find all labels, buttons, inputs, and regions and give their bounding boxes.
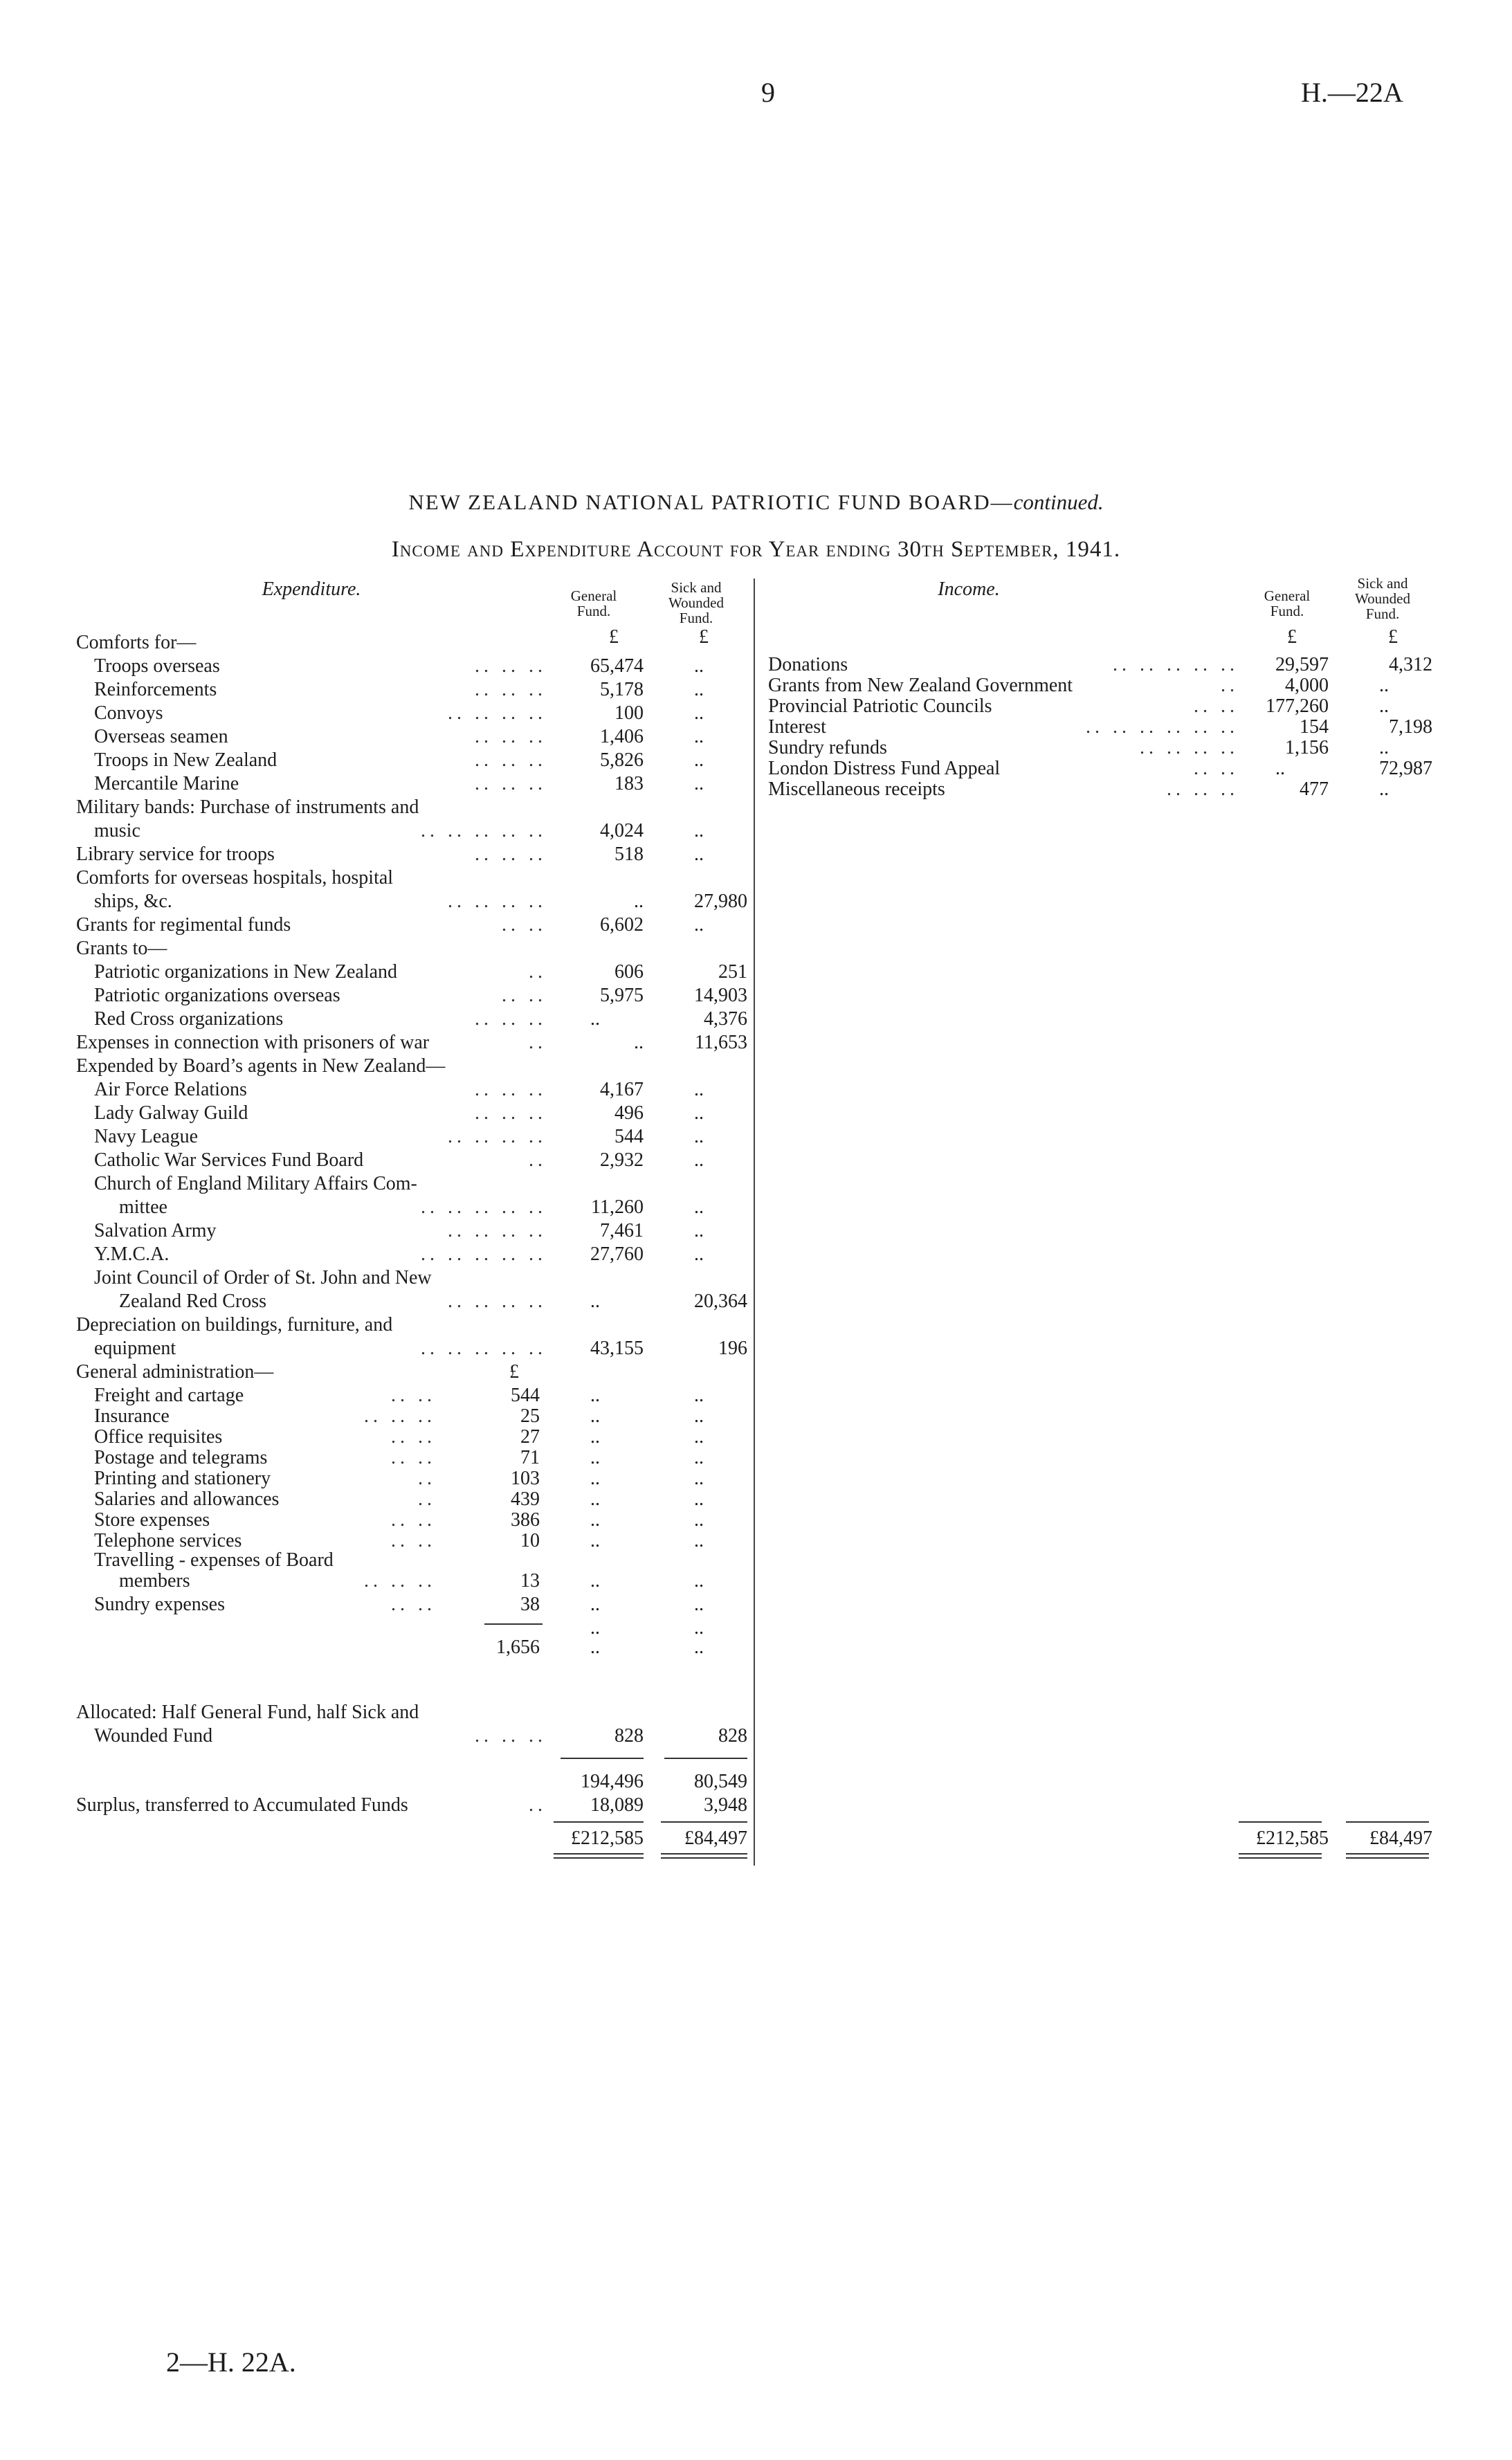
leader-dots: .. .. ..	[364, 1405, 436, 1427]
subtotal-general: 194,496	[581, 1771, 644, 1792]
admin-amount: 10	[520, 1530, 540, 1551]
income-row	[754, 778, 1446, 801]
income-sick: 7,198	[1389, 716, 1432, 738]
leader-dots: .. .. .. .. ..	[421, 1196, 547, 1218]
travelling-amount: 13	[520, 1570, 540, 1592]
income-sick: ..	[1379, 778, 1389, 800]
military-bands-sick: ..	[694, 820, 704, 841]
income-general: 1,156	[1285, 737, 1329, 758]
leader-dots: ..	[418, 1488, 436, 1510]
depreciation-line1: Depreciation on buildings, furniture, and	[76, 1314, 393, 1336]
admin-label: Freight and cartage	[94, 1385, 244, 1406]
leader-dots: .. .. ..	[475, 726, 547, 747]
admin-label: Insurance	[94, 1405, 170, 1427]
income-sick: 72,987	[1379, 758, 1432, 779]
allocated-line1: Allocated: Half General Fund, half Sick and	[76, 1702, 419, 1723]
salvation-general: 7,461	[600, 1220, 644, 1241]
grant-general: 5,975	[600, 985, 644, 1006]
leader-dots: .. .. .. ..	[448, 1126, 547, 1147]
leader-dots: .. .. ..	[475, 1079, 547, 1100]
admin-label: Office requisites	[94, 1426, 223, 1448]
admin-total-row	[0, 1636, 754, 1659]
grant-sick: 251	[718, 961, 747, 983]
admin-row	[0, 1467, 754, 1491]
admin-row	[0, 1384, 754, 1407]
depreciation-sick: 196	[718, 1338, 747, 1359]
income-label: Provincial Patriotic Councils	[768, 695, 992, 717]
leader-dots: ..	[529, 1149, 547, 1171]
comfort-label: Troops in New Zealand	[94, 749, 277, 771]
admin-amount: 71	[520, 1447, 540, 1468]
admin-sick: ..	[694, 1385, 704, 1406]
admin-heading: General administration—	[76, 1361, 274, 1383]
inc-total-general: £212,585	[1256, 1828, 1329, 1849]
inc-total-rule-sick	[1346, 1821, 1429, 1823]
leader-dots: .. .. .. .. ..	[421, 1338, 547, 1359]
income-general: 177,260	[1266, 695, 1329, 717]
admin-general: ..	[590, 1447, 600, 1468]
grant-row	[0, 1008, 754, 1031]
subtotal-rule-general	[561, 1758, 644, 1759]
inc-total-double-rule-1	[1239, 1853, 1322, 1855]
comfort-label: Convoys	[94, 702, 163, 724]
admin-label: Printing and stationery	[94, 1468, 271, 1489]
allocated-sick: 828	[718, 1725, 747, 1747]
salvation-row	[0, 1219, 754, 1243]
allocated-general: 828	[614, 1725, 644, 1747]
leader-dots: .. .. ..	[1167, 778, 1239, 800]
agent-label: Catholic War Services Fund Board	[94, 1149, 364, 1171]
income-label: Miscellaneous receipts	[768, 778, 945, 800]
page-footer: 2—H. 22A.	[166, 2347, 296, 2378]
leader-dots: .. .. .. .. ..	[421, 1243, 547, 1265]
ymca-label: Y.M.C.A.	[94, 1243, 170, 1265]
exp-col-general: General Fund.	[570, 587, 617, 619]
surplus-label: Surplus, transferred to Accumulated Funds	[76, 1794, 408, 1816]
leader-dots: .. .. ..	[475, 1008, 547, 1030]
comforts-overseas-line1: Comforts for overseas hospitals, hospital	[76, 867, 394, 889]
agent-label: Air Force Relations	[94, 1079, 247, 1100]
comforts-overseas-sick: 27,980	[694, 891, 747, 912]
agent-sick: ..	[694, 1079, 704, 1100]
admin-sick: ..	[694, 1447, 704, 1468]
military-bands-line2: music	[94, 820, 140, 841]
exp-total-double-rule-4	[661, 1857, 747, 1859]
total-rule-general	[554, 1821, 644, 1823]
grant-label: Patriotic organizations in New Zealand	[94, 961, 398, 983]
income-general: ..	[1275, 758, 1285, 779]
admin-label: Telephone services	[94, 1530, 242, 1551]
title-continued: continued.	[1013, 490, 1104, 514]
comfort-general: 1,406	[600, 726, 644, 747]
prisoners-general: ..	[634, 1032, 644, 1053]
regimental-label: Grants for regimental funds	[76, 914, 291, 936]
admin-total-general: ..	[590, 1637, 600, 1658]
subtotal-sick: 80,549	[694, 1771, 747, 1792]
account-subtitle: Income and Expenditure Account for Year ending 30th September, 1941.	[391, 537, 1121, 562]
admin-row	[0, 1509, 754, 1532]
leader-dots: .. .. .. .. ..	[421, 820, 547, 841]
admin-currency: £	[509, 1361, 519, 1383]
grant-label: Patriotic organizations overseas	[94, 985, 340, 1006]
comfort-row	[0, 678, 754, 702]
leader-dots: .. ..	[391, 1594, 436, 1615]
exp-total-general: £212,585	[571, 1828, 644, 1849]
admin-sick: ..	[694, 1488, 704, 1510]
agent-sick: ..	[694, 1149, 704, 1171]
leader-dots: .. ..	[1194, 695, 1239, 717]
regimental-row	[0, 913, 754, 937]
page-title	[0, 490, 1512, 515]
inc-total-rule-general	[1239, 1821, 1322, 1823]
surplus-sick: 3,948	[704, 1794, 747, 1816]
admin-sum-rule	[484, 1623, 543, 1625]
leader-dots: ..	[418, 1468, 436, 1489]
admin-row	[0, 1405, 754, 1428]
agent-sick: ..	[694, 1126, 704, 1147]
income-row	[754, 674, 1446, 698]
comfort-label: Troops overseas	[94, 655, 220, 677]
grant-label: Red Cross organizations	[94, 1008, 284, 1030]
library-label: Library service for troops	[76, 844, 275, 865]
church-line2: mittee	[119, 1196, 167, 1218]
exp-total-row	[0, 1827, 754, 1850]
title-text: NEW ZEALAND NATIONAL PATRIOTIC FUND BOARD—	[408, 490, 1014, 514]
inc-total-sick: £84,497	[1369, 1828, 1432, 1849]
income-general: 29,597	[1275, 654, 1329, 675]
comforts-heading: Comforts for—	[76, 632, 197, 653]
leader-dots: .. ..	[391, 1447, 436, 1468]
joint-council-line1: Joint Council of Order of St. John and New	[94, 1267, 432, 1288]
admin-label: Salaries and allowances	[94, 1488, 280, 1510]
leader-dots: .. ..	[391, 1530, 436, 1551]
joint-council-line2: Zealand Red Cross	[119, 1291, 267, 1312]
agent-row	[0, 1125, 754, 1149]
inc-col-general: General Fund.	[1264, 587, 1311, 619]
joint-council-row	[0, 1290, 754, 1313]
allocated-line2: Wounded Fund	[94, 1725, 213, 1747]
comfort-sick: ..	[694, 702, 704, 724]
comforts-overseas-line2: ships, &c.	[94, 891, 172, 912]
income-row	[754, 653, 1446, 677]
leader-dots: .. .. .. ..	[448, 1220, 547, 1241]
sundry-row	[0, 1593, 754, 1616]
admin-total: 1,656	[496, 1637, 540, 1658]
travelling-row	[0, 1569, 754, 1593]
admin-general: ..	[590, 1405, 600, 1427]
leader-dots: ..	[529, 1794, 547, 1816]
total-rule-sick	[661, 1821, 747, 1823]
exp-currency-sick: £	[699, 626, 709, 648]
sundry-general: ..	[590, 1594, 600, 1615]
subtotal-row	[0, 1770, 754, 1794]
agent-general: 4,167	[600, 1079, 644, 1100]
inc-total-double-rule-3	[1346, 1853, 1429, 1855]
travelling-sick: ..	[694, 1570, 704, 1592]
grant-sick: 4,376	[704, 1008, 747, 1030]
grant-general: 606	[614, 961, 644, 983]
ymca-row	[0, 1243, 754, 1266]
admin-row	[0, 1446, 754, 1470]
leader-dots: .. ..	[391, 1509, 436, 1531]
blank-general: ..	[590, 1617, 600, 1639]
ymca-sick: ..	[694, 1243, 704, 1265]
agents-heading: Expended by Board’s agents in New Zealand—	[76, 1055, 446, 1077]
admin-amount: 25	[520, 1405, 540, 1427]
inc-total-row	[754, 1827, 1446, 1850]
leader-dots: .. ..	[391, 1385, 436, 1406]
comfort-row	[0, 772, 754, 796]
leader-dots: .. .. ..	[475, 1725, 547, 1747]
admin-sick: ..	[694, 1426, 704, 1448]
church-sick: ..	[694, 1196, 704, 1218]
inc-total-double-rule-2	[1239, 1857, 1322, 1859]
leader-dots: .. ..	[1194, 758, 1239, 779]
comfort-general: 5,826	[600, 749, 644, 771]
leader-dots: .. .. .. ..	[448, 702, 547, 724]
library-sick: ..	[694, 844, 704, 865]
subtotal-rule-sick	[664, 1758, 747, 1759]
expenditure-heading: Expenditure.	[262, 578, 361, 600]
agent-row	[0, 1149, 754, 1172]
admin-amount: 544	[511, 1385, 540, 1406]
admin-sick: ..	[694, 1509, 704, 1531]
admin-general: ..	[590, 1488, 600, 1510]
comfort-row	[0, 702, 754, 725]
salvation-label: Salvation Army	[94, 1220, 217, 1241]
page-number: 9	[761, 77, 775, 108]
library-general: 518	[614, 844, 644, 865]
sundry-sick: ..	[694, 1594, 704, 1615]
comfort-row	[0, 749, 754, 772]
prisoners-label: Expenses in connection with prisoners of war	[76, 1032, 430, 1053]
income-row	[754, 695, 1446, 718]
depreciation-line2: equipment	[94, 1338, 176, 1359]
comfort-sick: ..	[694, 773, 704, 794]
inc-total-double-rule-4	[1346, 1857, 1429, 1859]
income-sick: 4,312	[1389, 654, 1432, 675]
leader-dots: .. .. .. .. ..	[1113, 654, 1239, 675]
comfort-general: 100	[614, 702, 644, 724]
prisoners-row	[0, 1031, 754, 1055]
admin-general: ..	[590, 1468, 600, 1489]
comforts-overseas-row	[0, 890, 754, 913]
income-sick: ..	[1379, 695, 1389, 717]
leader-dots: ..	[1221, 675, 1239, 696]
salvation-sick: ..	[694, 1220, 704, 1241]
agent-general: 496	[614, 1102, 644, 1124]
leader-dots: .. .. ..	[475, 749, 547, 771]
exp-total-double-rule-1	[554, 1853, 644, 1855]
church-line1: Church of England Military Affairs Com-	[94, 1173, 417, 1194]
admin-general: ..	[590, 1385, 600, 1406]
leader-dots: .. .. .. ..	[448, 1291, 547, 1312]
comfort-general: 183	[614, 773, 644, 794]
leader-dots: .. ..	[502, 914, 547, 936]
sundry-amount: 38	[520, 1594, 540, 1615]
agent-row	[0, 1102, 754, 1125]
military-bands-line1: Military bands: Purchase of instruments and	[76, 796, 419, 818]
income-row	[754, 757, 1446, 781]
comfort-row	[0, 725, 754, 749]
admin-general: ..	[590, 1426, 600, 1448]
income-label: Donations	[768, 654, 848, 675]
leader-dots: .. .. ..	[475, 679, 547, 700]
document-reference: H.—22A	[1301, 77, 1403, 108]
agent-general: 544	[614, 1126, 644, 1147]
admin-general: ..	[590, 1530, 600, 1551]
comfort-sick: ..	[694, 655, 704, 677]
comfort-sick: ..	[694, 679, 704, 700]
agent-label: Lady Galway Guild	[94, 1102, 248, 1124]
admin-heading-row	[0, 1360, 754, 1384]
admin-label: Store expenses	[94, 1509, 210, 1531]
comfort-label: Mercantile Marine	[94, 773, 239, 794]
leader-dots: .. .. ..	[475, 844, 547, 865]
exp-col-sick: Sick and Wounded Fund.	[668, 579, 724, 626]
sundry-label: Sundry expenses	[94, 1594, 225, 1615]
comfort-general: 5,178	[600, 679, 644, 700]
admin-amount: 439	[511, 1488, 540, 1510]
admin-label: Postage and telegrams	[94, 1447, 268, 1468]
comfort-label: Overseas seamen	[94, 726, 228, 747]
allocated-row	[0, 1724, 754, 1748]
comforts-overseas-general: ..	[634, 891, 644, 912]
leader-dots: .. ..	[502, 985, 547, 1006]
income-general: 477	[1300, 778, 1329, 800]
regimental-general: 6,602	[600, 914, 644, 936]
leader-dots: .. .. .. ..	[448, 891, 547, 912]
comfort-label: Reinforcements	[94, 679, 217, 700]
travelling-line2: members	[119, 1570, 190, 1592]
admin-amount: 103	[511, 1468, 540, 1489]
leader-dots: ..	[529, 1032, 547, 1053]
admin-amount: 386	[511, 1509, 540, 1531]
church-general: 11,260	[591, 1196, 644, 1218]
income-row	[754, 716, 1446, 739]
income-general: 154	[1300, 716, 1329, 738]
grants-heading: Grants to—	[76, 938, 167, 959]
comfort-sick: ..	[694, 749, 704, 771]
admin-sick: ..	[694, 1405, 704, 1427]
exp-total-double-rule-2	[554, 1857, 644, 1859]
agent-row	[0, 1078, 754, 1102]
church-row	[0, 1196, 754, 1219]
inc-currency-general: £	[1287, 626, 1297, 648]
depreciation-general: 43,155	[590, 1338, 644, 1359]
inc-col-sick: Sick and Wounded Fund.	[1355, 575, 1410, 622]
income-sick: ..	[1379, 737, 1389, 758]
income-sick: ..	[1379, 675, 1389, 696]
comfort-row	[0, 655, 754, 678]
joint-council-general: ..	[590, 1291, 600, 1312]
agent-sick: ..	[694, 1102, 704, 1124]
agent-label: Navy League	[94, 1126, 199, 1147]
exp-total-sick: £84,497	[684, 1828, 747, 1849]
exp-total-double-rule-3	[661, 1853, 747, 1855]
grant-row	[0, 984, 754, 1008]
military-bands-general: 4,024	[600, 820, 644, 841]
admin-row	[0, 1425, 754, 1449]
leader-dots: .. .. ..	[475, 655, 547, 677]
regimental-sick: ..	[694, 914, 704, 936]
ymca-general: 27,760	[590, 1243, 644, 1265]
income-heading: Income.	[938, 578, 1000, 600]
agent-general: 2,932	[600, 1149, 644, 1171]
admin-general: ..	[590, 1509, 600, 1531]
admin-amount: 27	[520, 1426, 540, 1448]
surplus-row	[0, 1794, 754, 1817]
inc-currency-sick: £	[1388, 626, 1398, 648]
grant-sick: 14,903	[694, 985, 747, 1006]
leader-dots: .. ..	[391, 1426, 436, 1448]
depreciation-row	[0, 1337, 754, 1360]
grant-general: ..	[590, 1008, 600, 1030]
leader-dots: .. .. .. .. .. ..	[1086, 716, 1239, 738]
income-label: Grants from New Zealand Government	[768, 675, 1073, 696]
grant-row	[0, 960, 754, 984]
travelling-general: ..	[590, 1570, 600, 1592]
admin-row	[0, 1488, 754, 1511]
income-label: Sundry refunds	[768, 737, 887, 758]
prisoners-sick: 11,653	[695, 1032, 747, 1053]
library-row	[0, 843, 754, 866]
leader-dots: ..	[529, 961, 547, 983]
admin-total-sick: ..	[694, 1637, 704, 1658]
surplus-general: 18,089	[590, 1794, 644, 1816]
travelling-line1: Travelling - expenses of Board	[94, 1549, 334, 1571]
leader-dots: .. .. ..	[475, 1102, 547, 1124]
blank-sick: ..	[694, 1617, 704, 1639]
income-general: 4,000	[1285, 675, 1329, 696]
admin-sick: ..	[694, 1530, 704, 1551]
comfort-sick: ..	[694, 726, 704, 747]
income-label: London Distress Fund Appeal	[768, 758, 1001, 779]
leader-dots: .. .. ..	[364, 1570, 436, 1592]
joint-council-sick: 20,364	[694, 1291, 747, 1312]
leader-dots: .. .. ..	[475, 773, 547, 794]
income-label: Interest	[768, 716, 826, 738]
income-row	[754, 736, 1446, 760]
admin-sick: ..	[694, 1468, 704, 1489]
leader-dots: .. .. .. ..	[1140, 737, 1239, 758]
comfort-general: 65,474	[590, 655, 644, 677]
exp-currency-general: £	[609, 626, 619, 648]
military-bands-row	[0, 819, 754, 843]
